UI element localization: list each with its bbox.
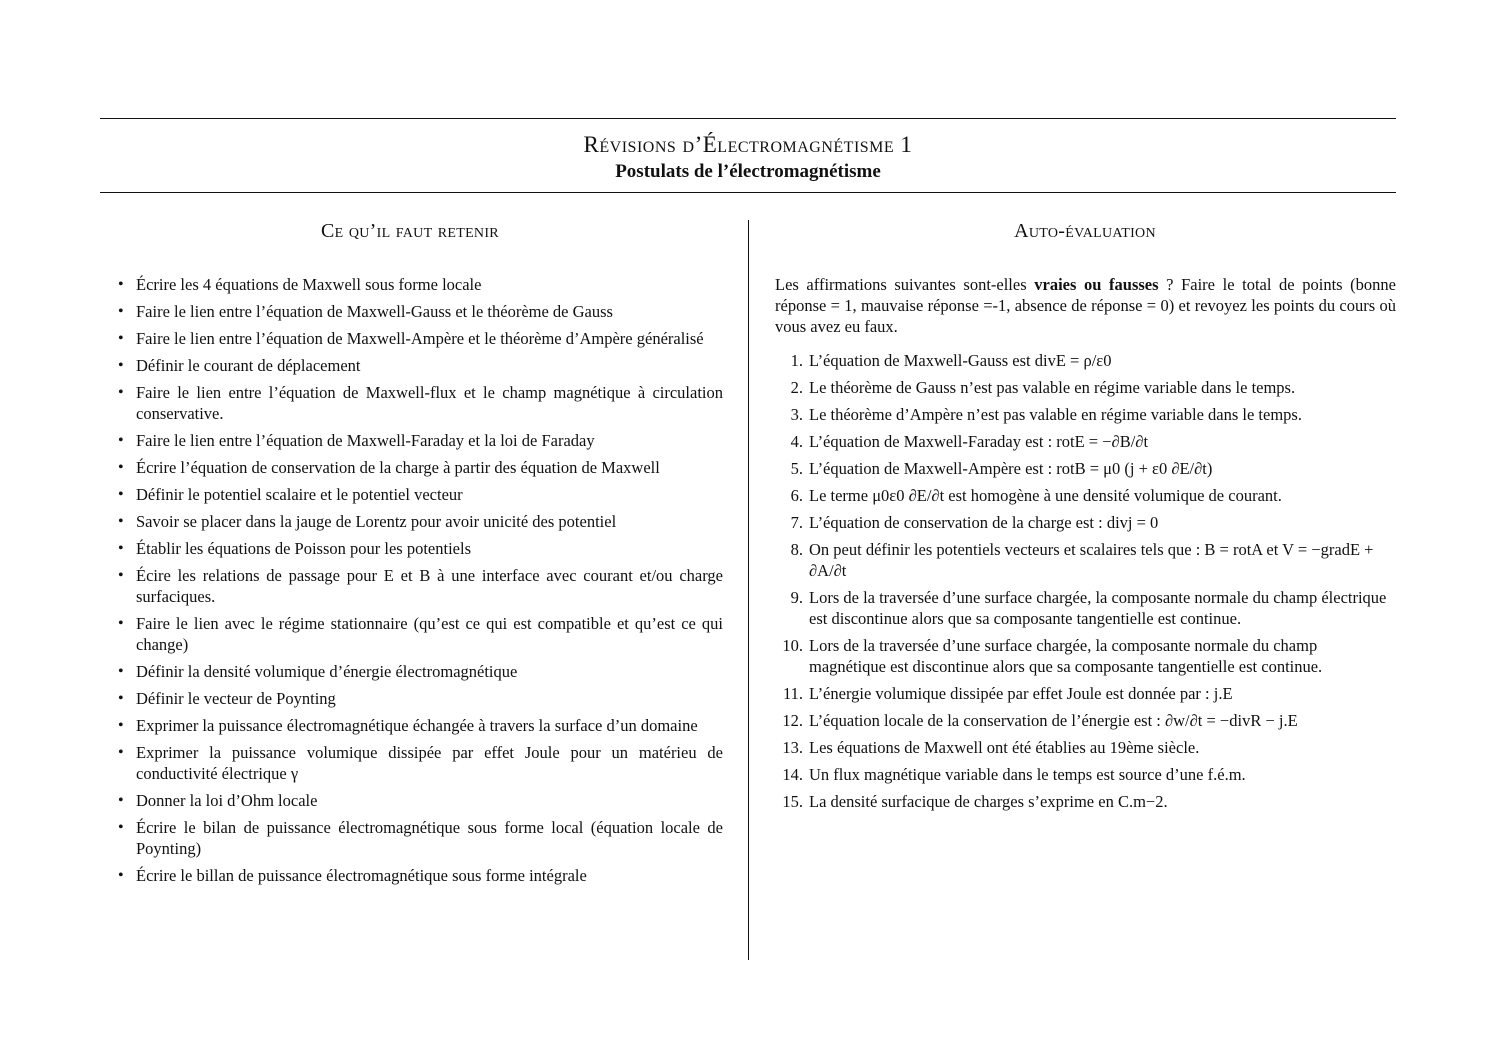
quiz-item-text: L’équation de Maxwell-Faraday est : rotE = −∂B/∂t [809,432,1149,451]
quiz-item-number: 8. [790,540,803,559]
list-item: • Donner la loi d’Ohm locale [116,790,723,811]
list-item: • Définir le courant de déplacement [116,355,723,376]
quiz-intro [775,274,1396,337]
quiz-item [775,683,1396,704]
quiz-item [775,458,1396,479]
header-top-rule [100,118,1396,119]
quiz-item [775,377,1396,398]
quiz-item-text: Le théorème d’Ampère n’est pas valable en régime variable dans le temps. [809,405,1302,424]
list-item: • Définir la densité volumique d’énergie électromagnétique [116,661,723,682]
quiz-item-text: L’énergie volumique dissipée par effet Joule est donnée par : j.E [809,684,1233,703]
list-item: • Faire le lien entre l’équation de Maxwell-Ampère et le théorème d’Ampère généralisé [116,328,723,349]
column-divider [748,220,749,960]
list-item: • Écrire le bilan de puissance électromagnétique sous forme local (équation locale de Poynting) [116,817,723,859]
intro-text-before: Les affirmations suivantes sont-elles [775,275,1035,294]
list-item: • Faire le lien avec le régime stationnaire (qu’est ce qui est compatible et qu’est ce qui change) [116,613,723,655]
list-item: • Écrire les 4 équations de Maxwell sous forme locale [116,274,723,295]
intro-text-after: ? Faire le total de points (bonne réponse = 1, mauvaise réponse =-1, absence de réponse = 0) et revoyez les points du cours où vous avez eu faux. [775,275,1397,336]
quiz-item-number: 6. [790,486,803,505]
intro-bold-text: vraies ou fausses [1034,275,1159,294]
quiz-item-number: 2. [790,378,803,397]
quiz-item [775,350,1396,371]
header-bottom-rule [100,192,1396,193]
quiz-item-number: 9. [790,588,803,607]
quiz-item-text: L’équation de Maxwell-Ampère est : rotB = μ0 (j + ε0 ∂E/∂t) [809,459,1213,478]
quiz-item-number: 13. [782,738,803,757]
page-subtitle: Postulats de l’électromagnétisme [615,161,881,182]
list-item: • Savoir se placer dans la jauge de Lorentz pour avoir unicité des potentiel [116,511,723,532]
quiz-item [775,512,1396,533]
quiz-item-text: L’équation locale de la conservation de l’énergie est : ∂w/∂t = −divR − j.E [809,711,1298,730]
quiz-item-text: Lors de la traversée d’une surface chargée, la composante normale du champ électrique est discontinue alors que sa composante tangentielle est continue. [809,588,1387,628]
quiz-item [775,587,1396,629]
quiz-item-text: L’équation de conservation de la charge est : divj = 0 [809,513,1159,532]
quiz-item-number: 7. [790,513,803,532]
quiz-item-text: Un flux magnétique variable dans le temps est source d’une f.é.m. [809,765,1246,784]
list-item: • Définir le vecteur de Poynting [116,688,723,709]
quiz-item-number: 3. [790,405,803,424]
list-item: • Écrire le billan de puissance électromagnétique sous forme intégrale [116,865,723,886]
quiz-item-number: 11. [782,684,803,703]
list-item: • Établir les équations de Poisson pour les potentiels [116,538,723,559]
list-item: • Définir le potentiel scalaire et le potentiel vecteur [116,484,723,505]
list-item: • Faire le lien entre l’équation de Maxwell-Gauss et le théorème de Gauss [116,301,723,322]
retain-list [116,274,723,892]
quiz-item [775,404,1396,425]
quiz-item-number: 15. [782,792,803,811]
quiz-item-number: 14. [782,765,803,784]
quiz-item-text: On peut définir les potentiels vecteurs et scalaires tels que : B = rotA et V = −gradE + ∂A/∂t [809,540,1374,580]
quiz-item-text: Le théorème de Gauss n’est pas valable en régime variable dans le temps. [809,378,1296,397]
quiz-item-number: 12. [782,711,803,730]
quiz-item [775,710,1396,731]
list-item: • Exprimer la puissance électromagnétique échangée à travers la surface d’un domaine [116,715,723,736]
quiz-item-number: 1. [790,351,803,370]
quiz-item-number: 4. [790,432,803,451]
quiz-item-text: Les équations de Maxwell ont été établies au 19ème siècle. [809,738,1200,757]
list-item: • Faire le lien entre l’équation de Maxwell-Faraday et la loi de Faraday [116,430,723,451]
list-item: • Faire le lien entre l’équation de Maxwell-flux et le champ magnétique à circulation conservative. [116,382,723,424]
list-item: • Écire les relations de passage pour E et B à une interface avec courant et/ou charge surfaciques. [116,565,723,607]
right-column-heading: Auto-évaluation [1014,220,1156,242]
list-item: • Écrire l’équation de conservation de la charge à partir des équation de Maxwell [116,457,723,478]
quiz-item-text: Le terme μ0ε0 ∂E/∂t est homogène à une densité volumique de courant. [809,486,1282,505]
quiz-item-number: 10. [782,636,803,655]
quiz-item [775,485,1396,506]
quiz-item [775,635,1396,677]
page-title: Révisions d’Électromagnétisme 1 [583,132,913,157]
quiz-item-text: L’équation de Maxwell-Gauss est divE = ρ/ε0 [809,351,1112,370]
list-item: • Exprimer la puissance volumique dissipée par effet Joule pour un matérieu de conductivité électrique γ [116,742,723,784]
quiz-item-text: Lors de la traversée d’une surface chargée, la composante normale du champ magnétique est discontinue alors que sa composante tangentielle est continue. [809,636,1323,676]
quiz-item-number: 5. [790,459,803,478]
quiz-item [775,737,1396,758]
quiz-item [775,431,1396,452]
quiz-item [775,539,1396,581]
quiz-item-text: La densité surfacique de charges s’exprime en C.m−2. [809,792,1168,811]
quiz-list [775,350,1396,818]
left-column-heading: Ce qu’il faut retenir [321,220,499,242]
quiz-item [775,791,1396,812]
quiz-item [775,764,1396,785]
